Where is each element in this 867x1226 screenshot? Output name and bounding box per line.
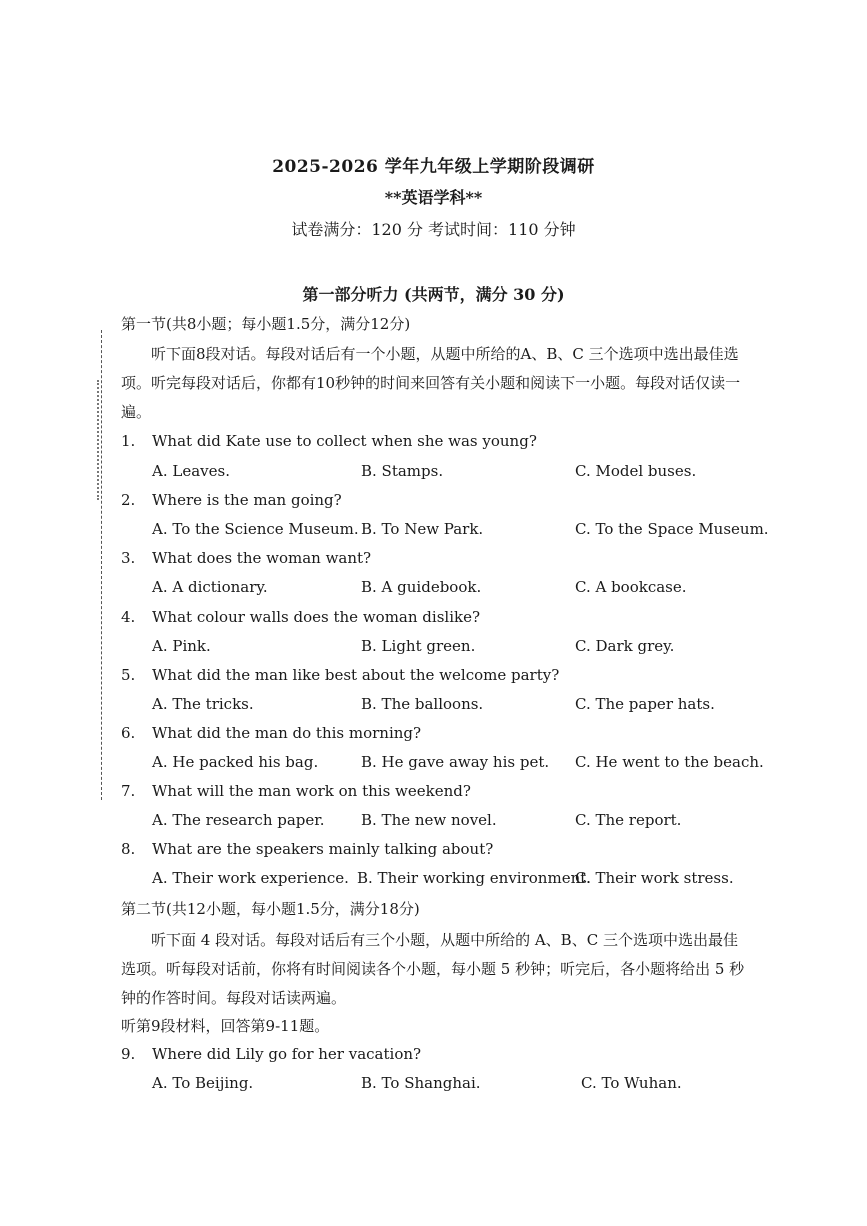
option-c: C. Dark grey. (575, 637, 675, 655)
question-number: 3. (121, 549, 136, 567)
question-text: What did the man do this morning? (152, 724, 422, 742)
option-c: C. Model buses. (575, 462, 697, 480)
subject-title: **英语学科** (384, 188, 483, 207)
part1-title: 第一部分听力 (共两节，满分 30 分) (302, 285, 565, 304)
option-a: A. To Beijing. (152, 1074, 254, 1092)
option-b: B. To New Park. (361, 520, 484, 538)
option-a: A. A dictionary. (152, 578, 268, 596)
option-a: A. To the Science Museum. (152, 520, 359, 538)
material-note: 听第9段材料，回答第9-11题。 (121, 1017, 330, 1035)
option-b: B. The balloons. (361, 695, 484, 713)
question-number: 6. (121, 724, 136, 742)
option-c: C. The report. (575, 811, 682, 829)
option-a: A. The tricks. (152, 695, 254, 713)
question-text: What are the speakers mainly talking about? (152, 840, 494, 858)
question-text: What did the man like best about the welcome party? (152, 666, 560, 684)
option-c: C. To Wuhan. (581, 1074, 682, 1092)
question-number: 5. (121, 666, 136, 684)
option-b: B. He gave away his pet. (361, 753, 550, 771)
question-number: 7. (121, 782, 136, 800)
option-a: A. Their work experience. (152, 869, 349, 887)
option-b: B. Stamps. (361, 462, 444, 480)
question-text: What will the man work on this weekend? (152, 782, 471, 800)
option-c: C. Their work stress. (575, 869, 734, 887)
section2-heading: 第二节(共12小题，每小题1.5分，满分18分) (121, 900, 420, 918)
binding-margin-line (101, 330, 102, 800)
option-c: C. To the Space Museum. (575, 520, 769, 538)
question-text: What did Kate use to collect when she was young? (152, 432, 537, 450)
option-c: C. The paper hats. (575, 695, 715, 713)
question-text: Where did Lily go for her vacation? (152, 1045, 422, 1063)
option-c: C. He went to the beach. (575, 753, 764, 771)
option-c: C. A bookcase. (575, 578, 687, 596)
option-b: B. Their working environment. (357, 869, 592, 887)
option-b: B. Light green. (361, 637, 476, 655)
exam-info: 试卷满分：120 分 考试时间：110 分钟 (291, 220, 576, 239)
option-a: A. The research paper. (152, 811, 325, 829)
question-number: 9. (121, 1045, 136, 1063)
question-number: 8. (121, 840, 136, 858)
option-b: B. To Shanghai. (361, 1074, 481, 1092)
option-a: A. Pink. (152, 637, 211, 655)
option-a: A. He packed his bag. (152, 753, 319, 771)
option-b: B. The new novel. (361, 811, 497, 829)
question-text: What does the woman want? (152, 549, 372, 567)
question-number: 2. (121, 491, 136, 509)
question-text: What colour walls does the woman dislike? (152, 608, 480, 626)
section1-heading: 第一节(共8小题；每小题1.5分，满分12分) (121, 315, 411, 333)
exam-title: 2025-2026 学年九年级上学期阶段调研 (272, 157, 595, 177)
question-number: 4. (121, 608, 136, 626)
section1-instructions: 听下面8段对话。每段对话后有一个小题，从题中所给的A、B、C 三个选项中选出最佳选项。听完每段对话后，你都有10秒钟的时间来回答有关小题和阅读下一小题。每段对话仅读一遍。 (121, 345, 741, 421)
option-a: A. Leaves. (152, 462, 230, 480)
question-text: Where is the man going? (152, 491, 342, 509)
question-number: 1. (121, 432, 136, 450)
option-b: B. A guidebook. (361, 578, 482, 596)
section2-instructions: 听下面 4 段对话。每段对话后有三个小题，从题中所给的 A、B、C 三个选项中选出最佳选项。听每段对话前，你将有时间阅读各个小题，每小题 5 秒钟；听完后，各小题将给出 5 秒钟的作答时间。每段对话读两遍。 (121, 931, 745, 1007)
